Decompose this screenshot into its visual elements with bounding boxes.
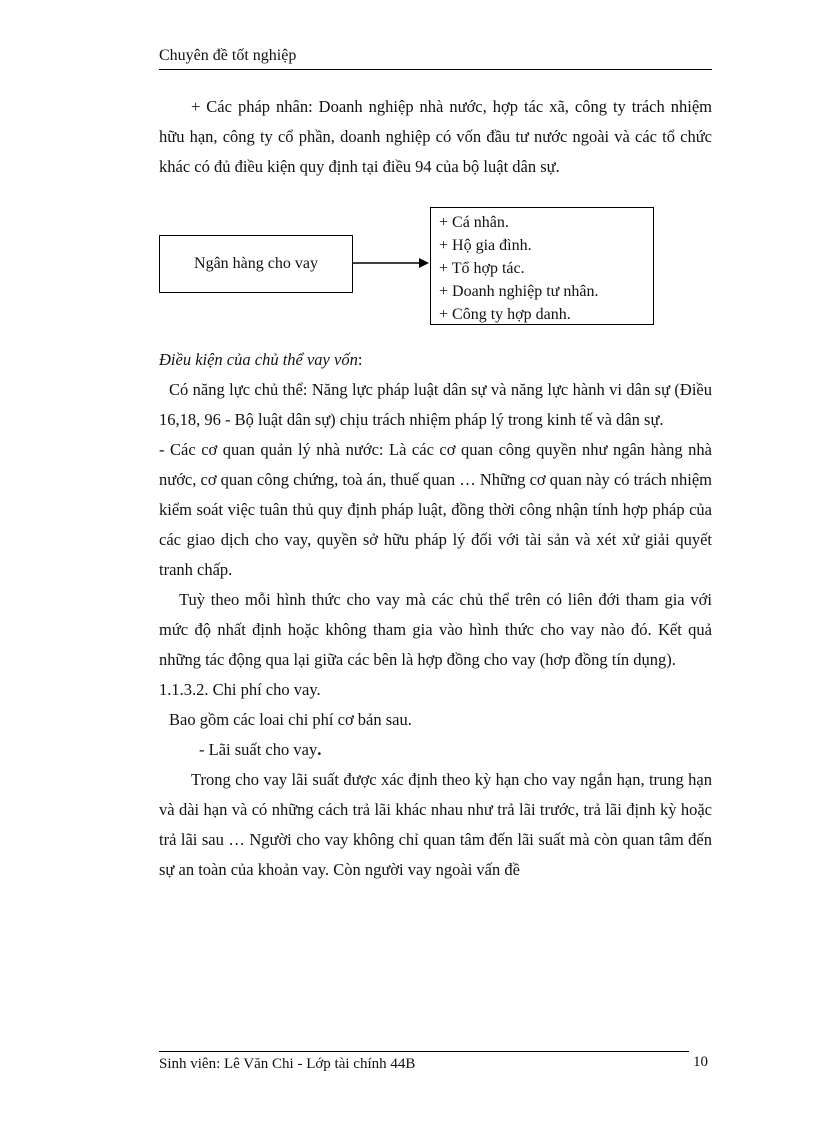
interest-paragraph: Trong cho vay lãi suất được xác định theo kỳ hạn cho vay ngắn hạn, trung hạn và dài hạn và có những cách trả lãi khác nhau như trả lãi trước, trả lãi định kỳ hoặc trả lãi sau … Người cho vay không chỉ quan tâm đến lãi suất mà còn quan tâm đến sự an toàn của khoản vay. Còn người vay ngoài vấn đề: [159, 770, 712, 879]
borrower-type-item: + Cá nhân.: [439, 214, 509, 231]
conditions-heading-text: Điều kiện của chủ thể vay vốn: [159, 350, 358, 369]
borrower-type-item: + Hộ gia đình.: [439, 237, 532, 254]
document-body: [159, 92, 712, 885]
capacity-paragraph: Có năng lực chủ thể: Năng lực pháp luật dân sự và năng lực hành vi dân sự (Điều 16,18, 96 - Bộ luật dân sự) chịu trách nhiệm pháp lý trong kinh tế và dân sự.: [159, 380, 712, 429]
section-heading: 1.1.3.2. Chi phí cho vay.: [159, 680, 321, 699]
lending-diagram: [159, 195, 712, 345]
conditions-heading-colon: :: [357, 350, 363, 369]
borrower-type-item: + Tổ hợp tác.: [439, 260, 525, 277]
cost-intro: Bao gồm các loai chi phí cơ bản sau.: [169, 710, 412, 729]
borrower-types-box: [430, 207, 654, 325]
authorities-paragraph: - Các cơ quan quản lý nhà nước: Là các cơ quan công quyền như ngân hàng nhà nước, cơ quan công chứng, toà án, thuế quan … Những cơ quan này có trách nhiệm kiểm soát việc tuân thủ quy định pháp luật, đồng thời công nhận tính hợp pháp của các giao dịch cho vay, quyền sở hữu pháp lý đối với tài sản và xét xử giải quyết tranh chấp.: [159, 440, 712, 579]
borrower-type-item: + Doanh nghiệp tư nhân.: [439, 283, 599, 300]
lender-box: [159, 235, 353, 293]
intro-paragraph: + Các pháp nhân: Doanh nghiệp nhà nước, hợp tác xã, công ty trách nhiệm hữu hạn, công ty cổ phần, doanh nghiệp có vốn đầu tư nước ngoài và các tổ chức khác có đủ điều kiện quy định tại điều 94 của bộ luật dân sự.: [159, 97, 712, 176]
interest-item-period: .: [317, 740, 322, 759]
participation-paragraph: Tuỳ theo mỗi hình thức cho vay mà các chủ thể trên có liên đới tham gia với mức độ nhất định hoặc không tham gia vào hình thức cho vay nào đó. Kết quả những tác động qua lại giữa các bên là hợp đồng cho vay (hơp đồng tín dụng).: [159, 590, 712, 669]
footer-divider: [159, 1051, 689, 1052]
lender-label: Ngân hàng cho vay: [194, 255, 318, 272]
conditions-heading: [159, 345, 712, 375]
header-divider: [159, 69, 712, 70]
interest-item-text: - Lãi suất cho vay: [199, 740, 318, 759]
page-number: 10: [693, 1054, 708, 1070]
borrower-type-item: + Công ty hợp danh.: [439, 306, 571, 323]
interest-item: [159, 735, 712, 765]
footer-author: Sinh viên: Lê Văn Chi - Lớp tài chính 44B: [159, 1056, 416, 1072]
page-header: Chuyên đề tốt nghiệp: [159, 47, 297, 64]
arrow-right-icon: [353, 256, 429, 270]
